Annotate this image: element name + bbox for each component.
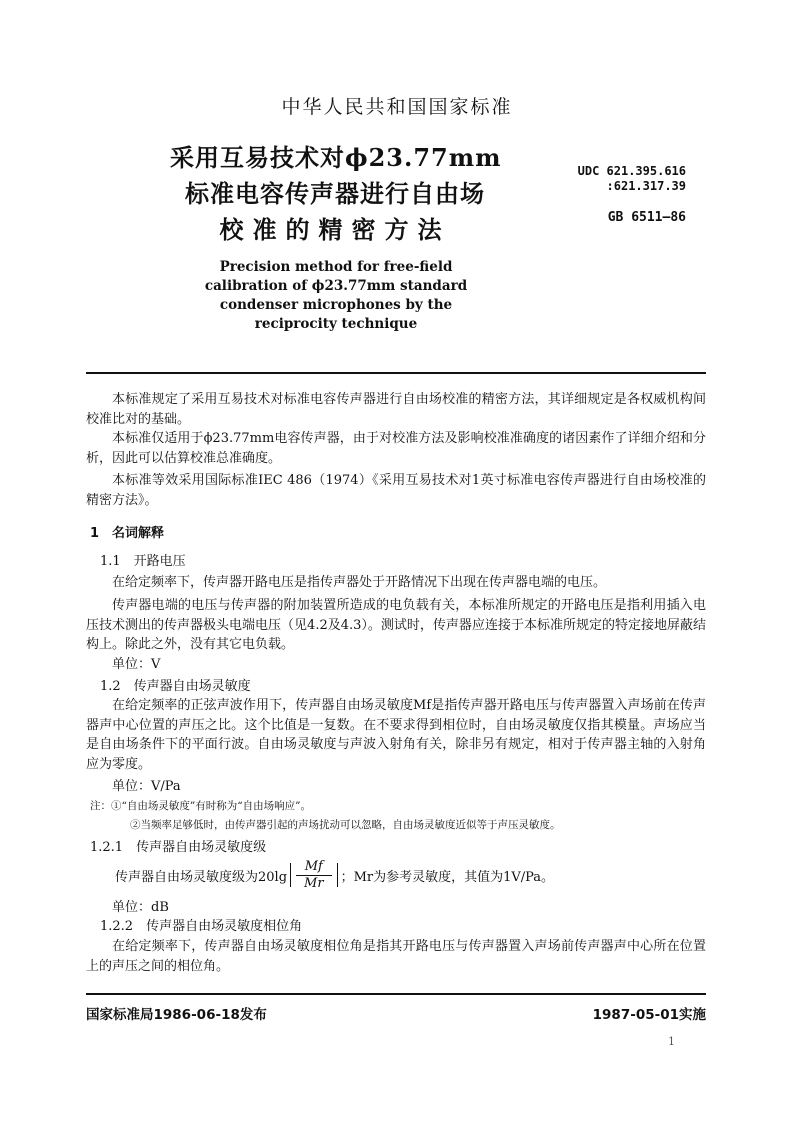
formula-denominator: Mr — [304, 875, 324, 891]
section-1-2-1-heading: 1.2.1 传声器自由场灵敏度级 — [90, 840, 267, 855]
formula-suffix: ；Mr为参考灵敏度，其值为1V/Pa。 — [340, 869, 555, 885]
issue-date: 国家标准局1986-06-18发布 — [86, 1007, 267, 1023]
intro-paragraph-1: 本标准规定了采用互易技术对标准电容传声器进行自由场校准的精密方法，其详细规定是各权威机构间校准比对的基础。 — [86, 392, 706, 427]
section-1-2-heading: 1.2 传声器自由场灵敏度 — [100, 679, 251, 694]
section-1-2-2-paragraph-1: 在给定频率下，传声器自由场灵敏度相位角是指其开路电压与传声器置入声场前传声器声中心所在位置上的声压之间的相位角。 — [86, 939, 706, 974]
title-line-3: 校准的精密方法 — [219, 215, 451, 244]
section-1-heading: 1 名词解释 — [90, 526, 165, 541]
english-title-line-3: condenser microphones by the — [219, 297, 453, 313]
english-title-line-4: reciprocity technique — [254, 316, 418, 332]
section-1-1-heading: 1.1 开路电压 — [100, 554, 186, 569]
section-1-2-2-heading: 1.2.2 传声器自由场灵敏度相位角 — [100, 919, 303, 934]
intro-paragraph-2: 本标准仅适用于ϕ23.77mm电容传声器，由于对校准方法及影响校准准确度的诸因素作了详细介绍和分析，因此可以估算校准总准确度。 — [86, 431, 706, 466]
gb-code: GB 6511—86 — [607, 210, 686, 225]
section-1-1-unit: 单位：V — [112, 657, 161, 672]
section-1-2-note-2: ②当频率足够低时，由传声器引起的声场扰动可以忽略，自由场灵敏度近似等于声压灵敏度。 — [130, 819, 561, 831]
page-number: 1 — [668, 1035, 675, 1048]
section-1-2-note-1: 注：①“自由场灵敏度”有时称为“自由场响应”。 — [90, 800, 311, 812]
header-divider — [86, 372, 706, 374]
section-1-2-1-unit: 单位：dB — [112, 900, 169, 915]
standard-country-heading: 中华人民共和国国家标准 — [281, 96, 513, 118]
formula-numerator: Mf — [304, 858, 323, 874]
intro-paragraph-3: 本标准等效采用国际标准IEC 486（1974）《采用互易技术对1英寸标准电容传声器进行自由场校准的精密方法》。 — [86, 473, 706, 508]
section-1-2-paragraph-1: 在给定频率的正弦声波作用下，传声器自由场灵敏度Mf是指传声器开路电压与传声器置入声场前在传声器声中心位置的声压之比。这个比值是一复数。在不要求得到相位时，自由场灵敏度仅指其模量。声场应当是自由场条件下的平面行波。自由场灵敏度与声波入射角有关，除非另有规定，相对于传声器主轴的入射角应为零度。 — [86, 698, 706, 772]
section-1-1-paragraph-1: 在给定频率下，传声器开路电压是指传声器处于开路情况下出现在传声器电端的电压。 — [112, 575, 607, 590]
title-line-2: 标准电容传声器进行自由场 — [185, 179, 485, 208]
formula-fraction — [296, 859, 332, 892]
footer-divider — [86, 993, 706, 995]
english-title-line-2: calibration of ϕ23.77mm standard — [204, 278, 468, 294]
effective-date: 1987-05-01实施 — [592, 1007, 706, 1023]
abs-bar-left — [290, 863, 291, 887]
english-title-line-1: Precision method for free-field — [219, 259, 453, 275]
formula-prefix: 传声器自由场灵敏度级为20lg — [115, 869, 288, 885]
abs-bar-right — [337, 863, 338, 887]
english-title — [195, 258, 477, 334]
udc-code-line-1: UDC 621.395.616 — [577, 164, 686, 178]
section-1-2-unit: 单位：V/Pa — [112, 779, 181, 794]
sensitivity-level-formula — [115, 853, 554, 897]
title-line-1: 采用互易技术对ϕ23.77mm — [170, 143, 502, 172]
udc-code-line-2: :621.317.39 — [606, 179, 686, 193]
section-1-1-paragraph-2: 传声器电端的电压与传声器的附加装置所造成的电负载有关，本标准所规定的开路电压是指利用插入电压技术测出的传声器极头电端电压（见4.2及4.3）。测试时，传声器应连接于本标准所规定的特定接地屏蔽结构上。除此之外，没有其它电负载。 — [86, 598, 706, 652]
document-title — [170, 140, 500, 248]
